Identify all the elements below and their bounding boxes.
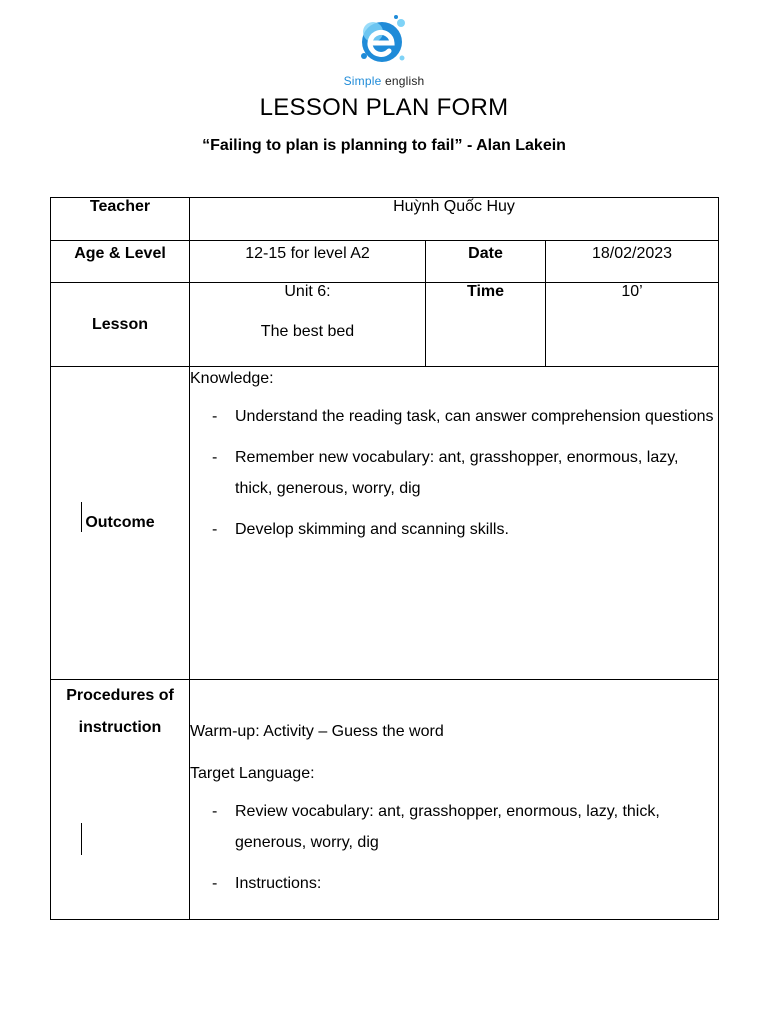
logo-text-english: english xyxy=(385,74,425,88)
procedures-row xyxy=(51,680,719,920)
outcome-list xyxy=(190,401,718,545)
logo xyxy=(334,10,434,88)
age-level-row xyxy=(51,241,719,283)
procedures-label-line1: Procedures of xyxy=(66,687,174,704)
lesson-name: The best bed xyxy=(260,323,355,340)
simple-english-logo-icon xyxy=(358,12,410,70)
outcome-label: Outcome xyxy=(51,367,190,680)
target-language-text: Target Language: xyxy=(190,765,315,782)
age-level-label: Age & Level xyxy=(51,241,190,283)
list-item: - Instructions: xyxy=(190,868,718,899)
procedures-label xyxy=(51,680,190,920)
outcome-content xyxy=(190,367,719,680)
teacher-value: Huỳnh Quốc Huy xyxy=(190,198,719,241)
procedures-list xyxy=(190,796,718,899)
page-title: LESSON PLAN FORM xyxy=(259,94,509,121)
time-label: Time xyxy=(426,283,546,367)
list-item: - Remember new vocabulary: ant, grasshopper, enormous, lazy, thick, generous, worry, dig xyxy=(190,442,718,504)
lesson-label: Lesson xyxy=(51,283,190,367)
date-label: Date xyxy=(426,241,546,283)
lesson-value xyxy=(190,283,426,367)
outcome-heading: Knowledge: xyxy=(190,370,274,387)
logo-text xyxy=(334,74,434,88)
time-value: 10’ xyxy=(546,283,719,367)
lesson-plan-table xyxy=(50,197,719,920)
text-cursor xyxy=(81,502,82,532)
lesson-row xyxy=(51,283,719,367)
list-item: - Develop skimming and scanning skills. xyxy=(190,514,718,545)
quote: “Failing to plan is planning to fail” - Alan Lakein xyxy=(202,137,566,154)
procedures-content xyxy=(190,680,719,920)
logo-text-simple: Simple xyxy=(343,74,382,88)
teacher-label: Teacher xyxy=(51,198,190,241)
list-item: - Understand the reading task, can answer comprehension questions xyxy=(190,401,718,432)
date-value: 18/02/2023 xyxy=(546,241,719,283)
age-level-value: 12-15 for level A2 xyxy=(190,241,426,283)
procedures-label-line2: instruction xyxy=(78,719,162,736)
list-item: - Review vocabulary: ant, grasshopper, enormous, lazy, thick, generous, worry, dig xyxy=(190,796,718,858)
lesson-unit: Unit 6: xyxy=(284,283,331,300)
text-cursor xyxy=(81,823,82,855)
outcome-row xyxy=(51,367,719,680)
warmup-text: Warm-up: Activity – Guess the word xyxy=(190,723,444,740)
teacher-row xyxy=(51,198,719,241)
